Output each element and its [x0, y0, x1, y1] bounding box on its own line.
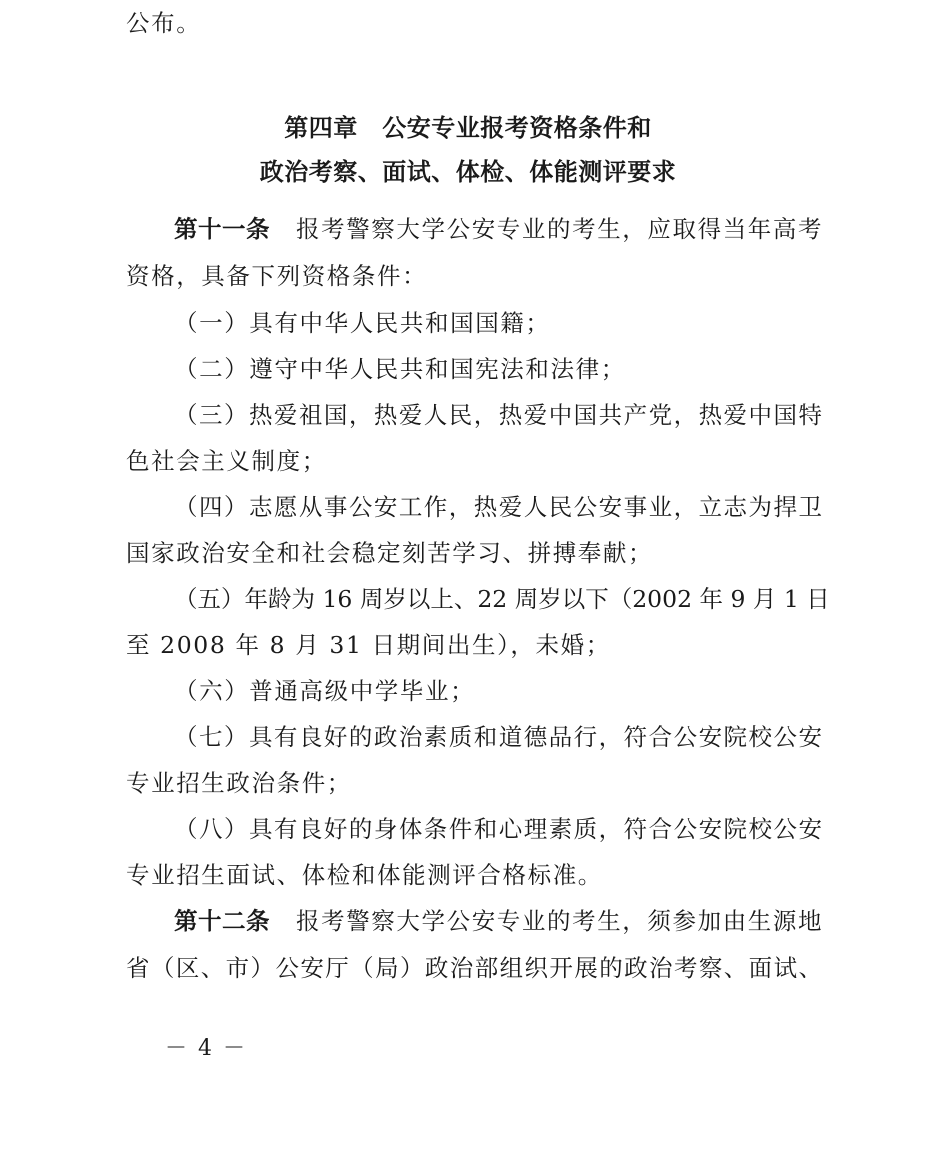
item-7-line-1: （七）具有良好的政治素质和道德品行，符合公安院校公安 — [174, 723, 822, 751]
item-4-line-2: 国家政治安全和社会稳定刻苦学习、拼搏奉献； — [126, 539, 654, 567]
article-12-continuation: 省（区、市）公安厅（局）政治部组织开展的政治考察、面试、 — [126, 954, 822, 982]
item-3-line-1: （三）热爱祖国，热爱人民，热爱中国共产党，热爱中国特 — [174, 401, 822, 429]
article-12-label: 第十二条 — [174, 907, 270, 935]
item-5-line-2: 至 2008 年 8 月 31 日期间出生），未婚； — [126, 631, 611, 659]
article-11-text: 报考警察大学公安专业的考生，应取得当年高考 — [296, 215, 824, 243]
previous-paragraph-tail: 公布。 — [126, 9, 202, 37]
item-8-line-1: （八）具有良好的身体条件和心理素质，符合公安院校公安 — [174, 815, 822, 843]
item-2: （二）遵守中华人民共和国宪法和法律； — [174, 355, 626, 383]
item-3-line-2: 色社会主义制度； — [126, 447, 327, 475]
article-12-text: 报考警察大学公安专业的考生，须参加由生源地 — [296, 907, 824, 935]
article-11-continuation: 资格，具备下列资格条件： — [126, 262, 428, 290]
page-number: － 4 － — [165, 1036, 247, 1061]
chapter-title-line-1: 第四章 公安专业报考资格条件和 — [284, 114, 652, 142]
item-1: （一）具有中华人民共和国国籍； — [174, 309, 551, 337]
article-11-label: 第十一条 — [174, 215, 270, 243]
item-8-line-2: 专业招生面试、体检和体能测评合格标准。 — [126, 861, 603, 889]
item-4-line-1: （四）志愿从事公安工作，热爱人民公安事业，立志为捍卫 — [174, 493, 822, 521]
item-5-line-1: （五）年龄为 16 周岁以上、22 周岁以下（2002 年 9 月 1 日 — [174, 585, 830, 613]
article-11-first-line — [174, 214, 822, 244]
article-12-first-line — [174, 906, 822, 936]
item-7-line-2: 专业招生政治条件； — [126, 769, 352, 797]
item-6: （六）普通高级中学毕业； — [174, 677, 476, 705]
chapter-title-line-2: 政治考察、面试、体检、体能测评要求 — [259, 158, 677, 186]
